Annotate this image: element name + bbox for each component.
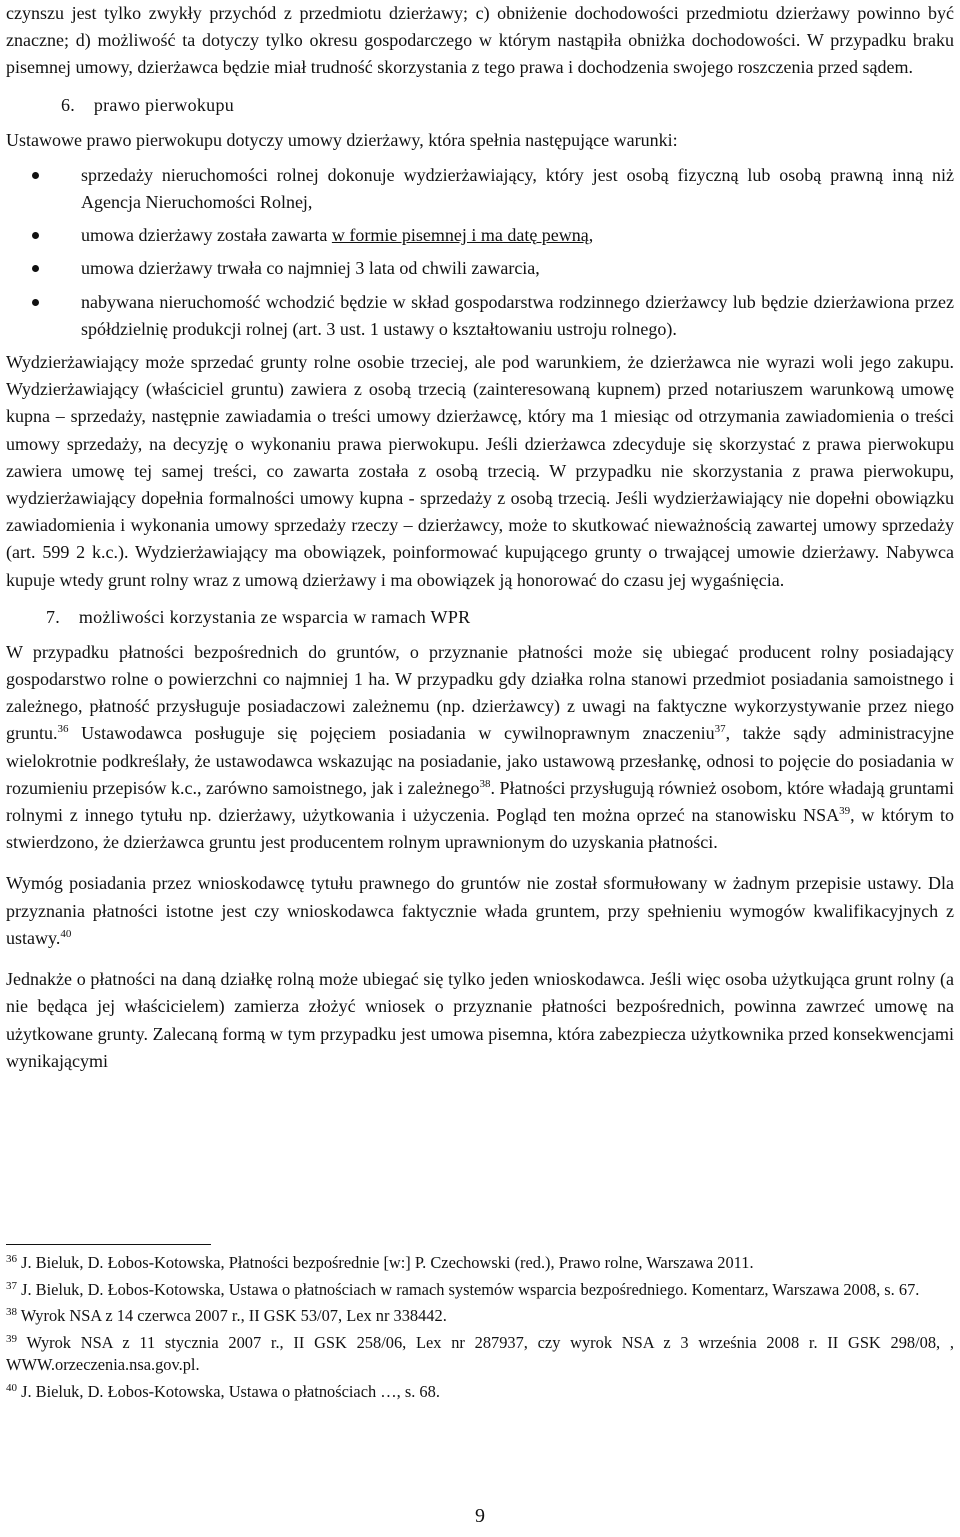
footnote-ref[interactable]: 37 [714, 723, 726, 736]
text-run: Ustawodawca posługuje się pojęciem posiadania w cywilnoprawnym znaczeniu [68, 723, 715, 744]
footnote [6, 1381, 954, 1404]
section-7-paragraph-3: Jednakże o płatności na daną działkę rolną może ubiegać się tylko jeden wnioskodawca. Jeśli więc osoba użytkująca grunt rolny (a nie będąca jej właścicielem) zamierza złożyć wniosek o przyznanie płatności bezpośrednich, powinna zawrzeć umowę na użytkowane grunty. Zalecaną formą w tym przypadku jest umowa pisemna, która zabezpiecza użytkownika przed konsekwencjami wynikającymi [6, 969, 954, 1071]
section-6-body: Wydzierżawiający może sprzedać grunty rolne osobie trzeciej, ale pod warunkiem, że dzierżawca nie wyrazi woli jego zakupu. Wydzierżawiający (właściciel gruntu) zawiera z osobą trzecią (zainteresowaną kupnem) przed notariuszem warunkową umowę kupna – sprzedaży, następnie zawiadamia o treści umowy dzierżawcę, który ma 1 miesiąc od otrzymania zawiadomienia o treści umowy sprzedaży, na decyzję o wykonaniu prawa pierwokupu. Jeśli dzierżawca zdecyduje się skorzystać z prawa pierwokupu zawiera umowę tej samej treści, co zawarta została z osobą trzecią. W przypadku nie skorzystania z prawa pierwokupu, wydzierżawiający dopełnia formalności umowy kupna - sprzedaży z osobą trzecią. Jeśli wydzierżawiający nie dopełni obowiązku zawiadomienia i wykonania umowy sprzedaży rzeczy – dzierżawcy, może to skutkować nieważnością zawartej umowy sprzedaży (art. 599 2 k.c.). Wydzierżawiający ma obowiązek, poinformować kupującego grunty o trwającej umowie dzierżawy. Nabywca kupuje wtedy grunt rolny wraz z umową dzierżawy i ma obowiązek ją honorować do czasu jej wygaśnięcia. [6, 352, 954, 590]
footnote-text: J. Bieluk, D. Łobos-Kotowska, Ustawa o płatnościach w ramach systemów wsparcia bezpośredniego. Komentarz, Warszawa 2008, s. 67. [17, 1279, 920, 1299]
footnote-number: 37 [6, 1279, 17, 1292]
section-7-paragraph-2 [6, 870, 954, 952]
footnote-number: 39 [6, 1332, 17, 1345]
footnote-ref[interactable]: 39 [839, 805, 851, 818]
footnote [6, 1279, 954, 1302]
underlined-text: w formie pisemnej i ma datę pewną [331, 225, 589, 246]
section-7-number: 7. [46, 606, 61, 627]
footnote-number: 40 [6, 1381, 17, 1394]
text-run: Wymóg posiadania przez wnioskodawcę tytułu prawnego do gruntów nie został sformułowany w żadnym przepisie ustawy. Dla przyznania płatności istotne jest czy wnioskodawca faktycznie włada gruntem, przy spełnieniu wymogów kwalifikacyjnych z ustawy. [6, 873, 954, 948]
list-item-text: , [588, 225, 594, 246]
footnote-ref[interactable]: 40 [60, 927, 72, 940]
footnote-ref[interactable]: 38 [479, 777, 491, 790]
section-6-number: 6. [61, 94, 76, 115]
footnote-text: J. Bieluk, D. Łobos-Kotowska, Płatności bezpośrednie [w:] P. Czechowski (red.), Prawo rolne, Warszawa 2011. [17, 1253, 754, 1272]
list-item [6, 255, 954, 282]
page-number: 9 [475, 1505, 485, 1527]
bullet-icon [32, 172, 39, 179]
section-6-heading [6, 92, 954, 119]
bullet-icon [32, 232, 39, 239]
conditions-list [6, 162, 954, 343]
section-7-heading [6, 604, 954, 631]
footnotes [6, 1252, 954, 1407]
footnote-number: 36 [6, 1253, 17, 1265]
bullet-icon [32, 299, 39, 306]
footnote-text: J. Bieluk, D. Łobos-Kotowska, Ustawa o płatnościach …, s. 68. [17, 1381, 440, 1401]
footnote [6, 1332, 954, 1377]
text-run: . Płatności przysługują również osobom, które władają gruntami rolnymi z innego tytułu np. dzierżawy, użytkowania i użyczenia. Pogląd ten można oprzeć na stanowisku NSA [6, 777, 954, 826]
list-item-text: umowa dzierżawy trwała co najmniej 3 lata od chwili zawarcia, [81, 258, 540, 279]
footnote-separator [6, 1244, 211, 1245]
list-item [6, 289, 954, 343]
footnote-number: 38 [6, 1306, 17, 1318]
bullet-icon [32, 265, 39, 272]
footnote-ref[interactable]: 36 [57, 723, 69, 736]
footnote-text: Wyrok NSA z 14 czerwca 2007 r., II GSK 53/07, Lex nr 338442. [17, 1306, 447, 1325]
section-6-intro: Ustawowe prawo pierwokupu dotyczy umowy dzierżawy, która spełnia następujące warunki: [6, 129, 678, 150]
footnote [6, 1305, 954, 1328]
text-run: W przypadku płatności bezpośrednich do gruntów, o przyznanie płatności może się ubiegać producent rolny posiadający gospodarstwo rolne o powierzchni co najmniej 1 ha. W przypadku gdy działka rolna stanowi przedmiot posiadania samoistnego i zależnego, płatność przysługuje posiadaczowi zależnemu (np. dzierżawcy) z uwagi na faktyczne wykorzystywanie przez niego gruntu. [6, 641, 954, 744]
list-item [6, 222, 954, 249]
section-6-title: prawo pierwokupu [93, 94, 235, 115]
footnote-text: Wyrok NSA z 11 stycznia 2007 r., II GSK 258/06, Lex nr 287937, czy wyrok NSA z 3 września 2008 r. II GSK 298/08, , WWW.orzeczenia.nsa.gov.pl. [6, 1332, 954, 1374]
list-item-text: umowa dzierżawy została zawarta [81, 225, 332, 246]
text-run: , także sądy administracyjne wielokrotnie podkreślały, że ustawodawca wskazując na posiadanie, jako ustawową przesłankę, odnosi to pojęcie do posiadania w rozumieniu przepisów k.c., zarówno samoistnego, jak i zależnego [6, 723, 954, 798]
section-7-paragraph-1 [6, 639, 954, 857]
list-item-text: sprzedaży nieruchomości rolnej dokonuje wydzierżawiający, który jest osobą fizyczną lub osobą prawną inną niż Agencja Nieruchomości Rolnej, [81, 164, 954, 213]
footnote [6, 1252, 954, 1275]
section-7-title: możliwości korzystania ze wsparcia w ramach WPR [78, 606, 471, 627]
continued-paragraph: czynszu jest tylko zwykły przychód z przedmiotu dzierżawy; c) obniżenie dochodowości przedmiotu dzierżawy powinno być znaczne; d) możliwość ta dotyczy tylko okresu gospodarczego w którym nastąpiła obniżka dochodowości. W przypadku braku pisemnej umowy, dzierżawca będzie miał trudność skorzystania z tego prawa i dochodzenia swojego roszczenia przed sądem. [6, 3, 954, 78]
main-text [6, 0, 954, 1075]
text-run: , w którym to stwierdzono, że dzierżawca gruntu jest producentem rolnym uprawnionym do uzyskania płatności. [6, 805, 955, 853]
list-item [6, 162, 954, 216]
list-item-text: nabywana nieruchomość wchodzić będzie w skład gospodarstwa rodzinnego dzierżawcy lub będzie dzierżawiona przez spółdzielnię produkcji rolnej (art. 3 ust. 1 ustawy o kształtowaniu ustroju rolnego). [81, 291, 954, 339]
